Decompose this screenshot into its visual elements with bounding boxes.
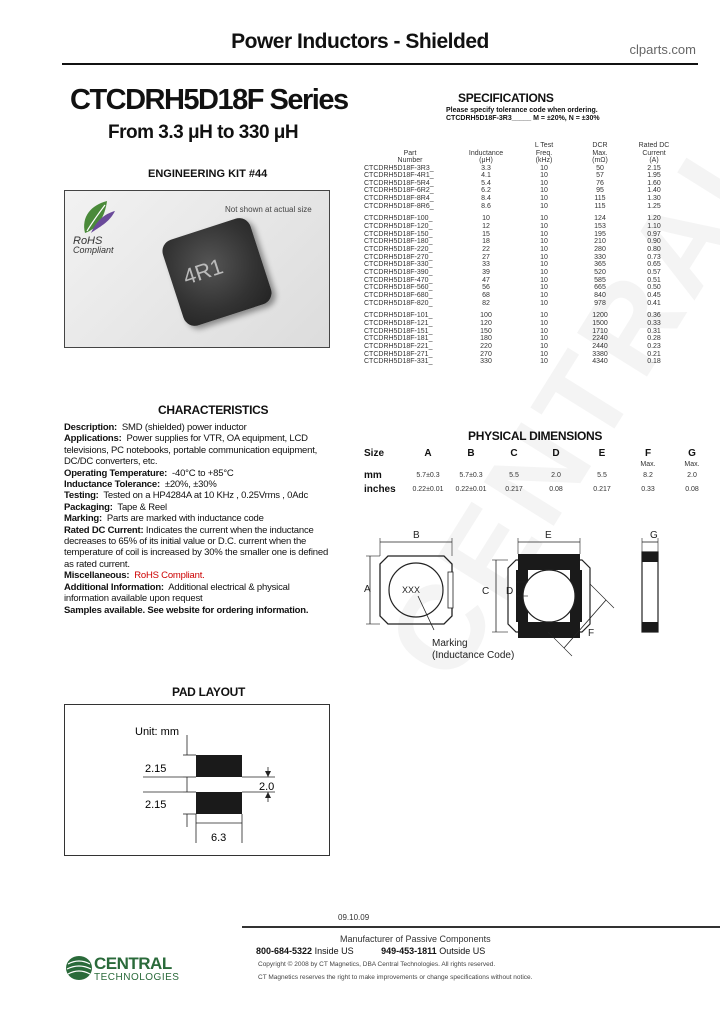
char-rated: Rated DC Current: Indicates the current when the inductance decreases to 65% of its initial value or D.C. current when the temperature of coil is increased by 30% the smaller one is defined as rated current. [64, 524, 329, 570]
spec-row [364, 358, 680, 366]
phone-outside-note: Outside US [439, 946, 486, 956]
spec-part-number: CTCDRH5D18F-820_ [364, 299, 433, 307]
phys-in-a: 0.22±0.01 [412, 485, 444, 493]
phys-mm-f: 8.2 [643, 471, 653, 479]
spec-test-freq: 10 [540, 179, 548, 187]
dim-label-f: F [588, 628, 595, 639]
phys-size-label: Size [364, 447, 385, 459]
phys-letter-b: B [467, 447, 475, 459]
rohs-word: RoHS [73, 235, 103, 247]
spec-dcr: 2240 [592, 335, 608, 343]
spec-test-freq: 10 [540, 299, 548, 307]
spec-test-freq: 10 [540, 187, 548, 195]
spec-test-freq: 10 [540, 215, 548, 223]
spec-part-number: CTCDRH5D18F-181_ [364, 335, 433, 343]
site-link[interactable]: clparts.com [629, 42, 696, 57]
pad-dim-top: 2.15 [145, 763, 167, 775]
char-applications: Applications: Power supplies for VTR, OA equipment, LCD televisions, PC notebooks, portable communication equipment, DC/DC converters, etc. [64, 433, 318, 468]
spec-row [364, 203, 680, 211]
pad-dim-bottom: 2.15 [145, 799, 167, 811]
spec-rated-current: 0.57 [647, 269, 661, 277]
spec-inductance: 8.4 [481, 195, 491, 203]
spec-rated-current: 0.51 [647, 276, 661, 284]
spec-inductance: 22 [482, 246, 490, 254]
char-operating: Operating Temperature: -40°C to +85°C [64, 467, 234, 479]
spec-row [364, 343, 680, 351]
phys-in-e: 0.217 [593, 485, 611, 493]
spec-rated-current: 2.15 [647, 164, 661, 172]
spec-rated-current: 0.23 [647, 342, 661, 350]
spec-rated-current: 0.65 [647, 261, 661, 269]
spec-part-number: CTCDRH5D18F-330_ [364, 261, 433, 269]
spec-row [364, 165, 680, 173]
spec-part-number: CTCDRH5D18F-6R2_ [364, 187, 434, 195]
spec-dcr: 978 [594, 299, 606, 307]
spec-row [364, 223, 680, 231]
spec-inductance: 8.6 [481, 202, 491, 210]
marking-caption-1: Marking [432, 638, 468, 649]
char-samples: Samples available. See website for ordering information. [64, 604, 309, 616]
spec-test-freq: 10 [540, 292, 548, 299]
spec-rated-current: 0.45 [647, 292, 661, 299]
spec-part-number: CTCDRH5D18F-271_ [364, 350, 433, 358]
inductor-code: 4R1 [179, 253, 227, 290]
spec-test-freq: 10 [540, 223, 548, 231]
page-title: Power Inductors - Shielded [231, 30, 489, 53]
spec-inductance: 6.2 [481, 187, 491, 195]
spec-part-number: CTCDRH5D18F-221_ [364, 342, 433, 350]
spec-inductance: 18 [482, 238, 490, 246]
spec-dcr: 840 [594, 292, 606, 299]
spec-inductance: 220 [480, 342, 492, 350]
spec-inductance: 270 [480, 350, 492, 358]
spec-row [364, 215, 680, 223]
spec-dcr: 280 [594, 246, 606, 254]
spec-test-freq: 10 [540, 350, 548, 358]
pad-layout-svg [65, 705, 329, 855]
phys-in-g: 0.08 [685, 485, 699, 493]
spec-rated-current: 1.40 [647, 187, 661, 195]
phys-mm-a: 5.7±0.3 [416, 471, 440, 479]
pad-unit: Unit: mm [135, 726, 179, 738]
spec-rated-current: 1.60 [647, 179, 661, 187]
spec-rated-current: 1.20 [647, 215, 661, 223]
spec-rated-current: 0.21 [647, 350, 661, 358]
phys-mm-c: 5.5 [509, 471, 519, 479]
phys-letter-d: D [552, 447, 560, 459]
phys-mm-row [364, 468, 714, 482]
spec-dcr: 115 [594, 195, 606, 203]
top-view-marking: XXX [402, 585, 421, 595]
spec-part-number: CTCDRH5D18F-101_ [364, 312, 433, 320]
spec-rated-current: 0.18 [647, 358, 661, 366]
dim-label-b: B [413, 530, 420, 541]
spec-test-freq: 10 [540, 246, 548, 254]
spec-test-freq: 10 [540, 230, 548, 238]
spec-dcr: 3380 [592, 350, 608, 358]
spec-rated-current: 0.33 [647, 319, 661, 327]
spec-dcr: 95 [596, 187, 604, 195]
spec-row [364, 269, 680, 277]
spec-test-freq: 10 [540, 284, 548, 292]
spec-inductance: 15 [482, 230, 490, 238]
char-tolerance: Inductance Tolerance: ±20%, ±30% [64, 479, 217, 491]
spec-inductance: 100 [480, 312, 492, 320]
phys-in-f: 0.33 [641, 485, 655, 493]
tolerance-note-line2: CTCDRH5D18F-3R3_____ M = ±20%, N = ±30% [446, 115, 600, 122]
spec-test-freq: 10 [540, 358, 548, 366]
spec-dcr: 585 [594, 276, 606, 284]
spec-part-number: CTCDRH5D18F-4R1_ [364, 172, 434, 180]
technologies-logo-text: TECHNOLOGIES [94, 972, 180, 983]
spec-dcr: 210 [594, 238, 606, 246]
spec-part-number: CTCDRH5D18F-220_ [364, 246, 433, 254]
pad-layout-diagram [64, 704, 330, 856]
spec-inductance: 4.1 [481, 172, 491, 180]
dim-label-a: A [364, 584, 371, 595]
spec-part-number: CTCDRH5D18F-100_ [364, 215, 433, 223]
spec-rated-current: 0.28 [647, 335, 661, 343]
spec-rated-current: 1.95 [647, 172, 661, 180]
inductance-range: From 3.3 μH to 330 μH [108, 122, 299, 143]
spec-header-row [364, 142, 680, 165]
footer-tagline: Manufacturer of Passive Components [340, 934, 491, 944]
spec-row [364, 328, 680, 336]
spec-inductance: 56 [482, 284, 490, 292]
spec-dcr: 330 [594, 253, 606, 261]
spec-inductance: 82 [482, 299, 490, 307]
spec-row [364, 187, 680, 195]
spec-row [364, 261, 680, 269]
spec-dcr: 50 [596, 164, 604, 172]
footer-phones [256, 946, 485, 956]
spec-dcr: 1710 [592, 327, 608, 335]
spec-part-number: CTCDRH5D18F-390_ [364, 269, 433, 277]
central-logo-text: CENTRAL [94, 954, 172, 973]
series-name: CTCDRH5D18F Series [70, 84, 348, 116]
dim-label-d: D [506, 586, 514, 597]
spec-inductance: 68 [482, 292, 490, 299]
specifications-heading: SPECIFICATIONS [458, 91, 554, 105]
phys-max-row [364, 460, 714, 468]
spec-row [364, 172, 680, 180]
spec-dcr: 115 [594, 202, 606, 210]
spec-row [364, 335, 680, 343]
spec-inductance: 180 [480, 335, 492, 343]
char-marking: Marking: Parts are marked with inductance code [64, 513, 264, 525]
spec-test-freq: 10 [540, 312, 548, 320]
spec-inductance: 150 [480, 327, 492, 335]
engineering-kit-label: ENGINEERING KIT #44 [148, 168, 268, 180]
char-testing: Testing: Tested on a HP4284A at 10 KHz , 0.25Vrms , 0Adc [64, 490, 309, 502]
phys-max-g: Max. [684, 460, 700, 468]
central-logo-icon [64, 954, 94, 982]
phys-mm-b: 5.7±0.3 [459, 471, 483, 479]
spec-row [364, 246, 680, 254]
spec-row [364, 195, 680, 203]
spec-dcr: 365 [594, 261, 606, 269]
phone-outside: 949-453-1811 [381, 946, 437, 956]
spec-test-freq: 10 [540, 276, 548, 284]
spec-row [364, 180, 680, 188]
char-description: Description: SMD (shielded) power inductor [64, 422, 247, 433]
spec-test-freq: 10 [540, 261, 548, 269]
physical-dimensions-table [364, 446, 714, 496]
spec-row [364, 238, 680, 246]
phys-letter-f: F [644, 447, 652, 459]
spec-inductance: 27 [482, 253, 490, 261]
phys-inch-label: inches [364, 483, 396, 495]
spec-row [364, 320, 680, 328]
spec-test-freq: 10 [540, 342, 548, 350]
spec-test-freq: 10 [540, 195, 548, 203]
spec-inductance: 33 [482, 261, 490, 269]
spec-rated-current: 0.36 [647, 312, 661, 320]
spec-part-number: CTCDRH5D18F-270_ [364, 253, 433, 261]
spec-inductance: 47 [482, 276, 490, 284]
spec-inductance: 5.4 [481, 179, 491, 187]
spec-test-freq: 10 [540, 164, 548, 172]
phys-mm-d: 2.0 [551, 471, 561, 479]
spec-dcr: 153 [594, 223, 606, 231]
phys-letter-g: G [688, 447, 696, 459]
spec-row [364, 254, 680, 262]
spec-row [364, 231, 680, 239]
phys-mm-g: 2.0 [687, 471, 697, 479]
col-test-freq: L Test Freq. (kHz) [534, 142, 554, 164]
spec-part-number: CTCDRH5D18F-150_ [364, 230, 433, 238]
spec-part-number: CTCDRH5D18F-3R3_ [364, 164, 434, 172]
spec-part-number: CTCDRH5D18F-8R6_ [364, 202, 434, 210]
tolerance-note-line1: Please specify tolerance code when ordering. [446, 107, 598, 114]
spec-part-number: CTCDRH5D18F-120_ [364, 223, 433, 231]
char-misc: Miscellaneous: RoHS Compliant. [64, 570, 205, 582]
spec-rated-current: 0.97 [647, 230, 661, 238]
phys-inch-row [364, 482, 714, 496]
spec-row [364, 277, 680, 285]
spec-dcr: 2440 [592, 342, 608, 350]
spec-part-number: CTCDRH5D18F-331_ [364, 358, 433, 366]
phys-mm-label: mm [364, 469, 382, 481]
product-photo [64, 190, 330, 348]
phys-in-b: 0.22±0.01 [455, 485, 487, 493]
dim-label-g: G [650, 530, 658, 541]
phone-inside: 800-684-5322 [256, 946, 313, 956]
spec-test-freq: 10 [540, 253, 548, 261]
spec-dcr: 124 [594, 215, 606, 223]
spec-test-freq: 10 [540, 327, 548, 335]
spec-test-freq: 10 [540, 202, 548, 210]
phys-mm-e: 5.5 [597, 471, 607, 479]
tolerance-note [446, 107, 600, 123]
spec-rated-current: 1.30 [647, 195, 661, 203]
specifications-table [364, 142, 680, 366]
pad-layout-heading: PAD LAYOUT [172, 685, 246, 699]
header-divider [62, 63, 698, 65]
marking-caption-2: (Inductance Code) [432, 650, 515, 661]
spec-part-number: CTCDRH5D18F-180_ [364, 238, 433, 246]
spec-rated-current: 0.90 [647, 238, 661, 246]
pad-bottom [196, 792, 242, 814]
spec-row [364, 292, 680, 300]
dimension-drawings [356, 524, 720, 674]
rohs-leaf-icon [77, 197, 117, 237]
pad-dim-width: 6.3 [211, 832, 227, 844]
spec-inductance: 120 [480, 319, 492, 327]
spec-dcr: 57 [596, 172, 604, 180]
col-inductance: Inductance (μH) [468, 149, 504, 164]
char-additional: Additional Information: Additional electrical & physical information available upon request [64, 581, 290, 605]
col-rated-current: Rated DC Current (A) [638, 142, 670, 164]
characteristics-list [64, 422, 336, 616]
char-packaging: Packaging: Tape & Reel [64, 501, 167, 513]
phone-inside-note: Inside US [314, 946, 354, 956]
footer-copyright: Copyright © 2008 by CT Magnetics, DBA Central Technologies. All rights reserved. [258, 961, 496, 968]
spec-part-number: CTCDRH5D18F-5R4_ [364, 179, 434, 187]
rohs-logo-text [73, 237, 114, 255]
pad-dim-gap: 2.0 [259, 781, 275, 793]
spec-part-number: CTCDRH5D18F-8R4_ [364, 195, 434, 203]
revision-date: 09.10.09 [338, 913, 370, 922]
photo-scale-note: Not shown at actual size [225, 205, 312, 214]
spec-rated-current: 0.50 [647, 284, 661, 292]
phys-letter-e: E [598, 447, 606, 459]
spec-rated-current: 0.80 [647, 246, 661, 254]
side-view-outline [642, 552, 658, 632]
spec-test-freq: 10 [540, 172, 548, 180]
spec-inductance: 39 [482, 269, 490, 277]
spec-rated-current: 1.10 [647, 223, 661, 231]
spec-part-number: CTCDRH5D18F-121_ [364, 319, 433, 327]
pad-top [196, 755, 242, 777]
spec-row [364, 300, 680, 308]
spec-part-number: CTCDRH5D18F-680_ [364, 292, 433, 299]
physical-dimensions-heading: PHYSICAL DIMENSIONS [468, 429, 603, 443]
spec-dcr: 76 [596, 179, 604, 187]
footer-divider [242, 926, 720, 928]
spec-row [364, 312, 680, 320]
spec-test-freq: 10 [540, 269, 548, 277]
spec-test-freq: 10 [540, 238, 548, 246]
col-part-number: Part Number [397, 149, 423, 164]
dim-label-c: C [482, 586, 490, 597]
spec-rated-current: 1.25 [647, 202, 661, 210]
spec-inductance: 10 [482, 215, 490, 223]
spec-dcr: 195 [594, 230, 606, 238]
spec-inductance: 12 [482, 223, 490, 231]
spec-rated-current: 0.41 [647, 299, 661, 307]
spec-part-number: CTCDRH5D18F-470_ [364, 276, 433, 284]
spec-dcr: 665 [594, 284, 606, 292]
spec-row [364, 351, 680, 359]
spec-dcr: 1200 [592, 312, 608, 320]
phys-in-c: 0.217 [505, 485, 523, 493]
spec-part-number: CTCDRH5D18F-560_ [364, 284, 433, 292]
phys-letter-a: A [424, 447, 432, 459]
spec-row [364, 284, 680, 292]
spec-inductance: 3.3 [481, 164, 491, 172]
col-dcr: DCR Max. (mΩ) [592, 142, 608, 164]
phys-in-d: 0.08 [549, 485, 563, 493]
phys-header-row [364, 446, 714, 460]
spec-part-number: CTCDRH5D18F-151_ [364, 327, 433, 335]
spec-test-freq: 10 [540, 335, 548, 343]
footer-notice: CT Magnetics reserves the right to make improvements or change specifications without notice. [258, 974, 533, 981]
characteristics-heading: CHARACTERISTICS [158, 403, 269, 417]
spec-dcr: 4340 [592, 358, 608, 366]
phys-letter-c: C [510, 447, 518, 459]
dim-label-e: E [545, 530, 552, 541]
spec-dcr: 1500 [592, 319, 608, 327]
spec-dcr: 520 [594, 269, 606, 277]
compliant-word: Compliant [73, 245, 114, 255]
spec-rated-current: 0.31 [647, 327, 661, 335]
phys-max-f: Max. [640, 460, 656, 468]
spec-inductance: 330 [480, 358, 492, 366]
spec-rated-current: 0.73 [647, 253, 661, 261]
spec-test-freq: 10 [540, 319, 548, 327]
